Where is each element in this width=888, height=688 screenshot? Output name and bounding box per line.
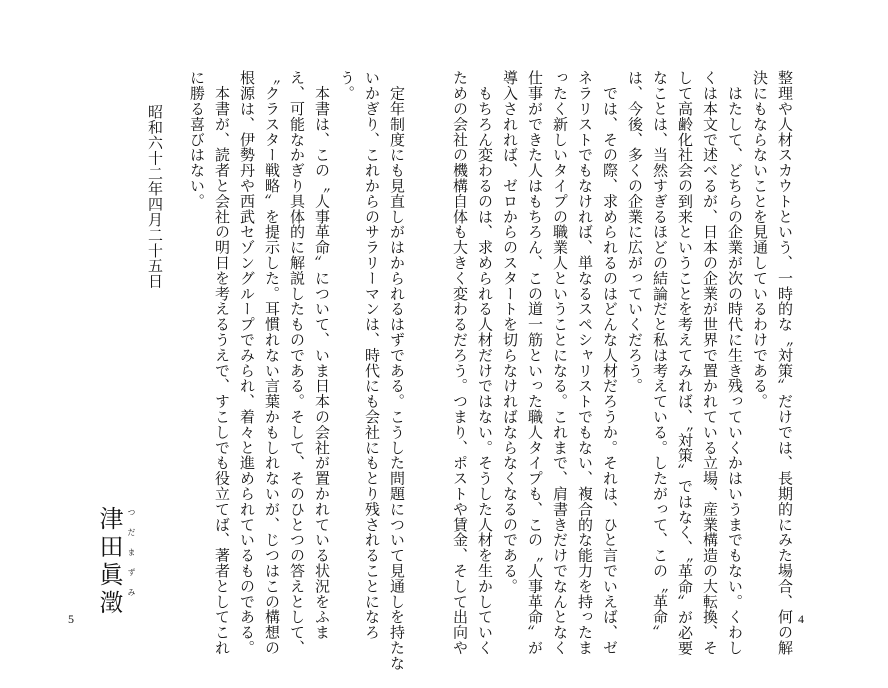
body-text-line: ための会社の機構自体も大きく変わるだろう。つまり、ポストや賃金、そして出向や	[451, 70, 469, 656]
body-text-line: 仕事ができた人はもちろん、この道一筋といった職人タイプも、この〝人事革命〟が	[526, 70, 544, 656]
body-text-line: いかぎり、これからのサラリーマンは、時代にも会社にもとり残されることになろ	[363, 70, 381, 640]
body-text-line: は、今後、多くの企業に広がっていくだろう。	[626, 70, 644, 394]
body-text-line: なことは、当然すぎるほどの結論だと私は考えている。したがって、この〝革命〟	[651, 70, 669, 640]
author-furigana: つだまずみ	[127, 508, 136, 608]
page-number-left: 5	[68, 612, 74, 626]
author-name: 津田眞澂	[95, 506, 123, 618]
body-text-line: 本書が、読者と会社の明日を考えるうえで、すこしでも役立てば、著者としてこれ	[213, 70, 231, 656]
body-text-line: 本書は、この〝人事革命〟について、いま日本の会社が置かれている状況をふま	[313, 70, 331, 640]
page-number-right: 4	[798, 612, 804, 626]
date-line: 昭和六十二年四月二十五日	[146, 104, 164, 289]
body-text-line: ったく新しいタイプの職業人ということになる。これまで、肩書きだけでなんとなく	[551, 70, 569, 656]
body-text-line: して高齢化社会の到来ということを考えてみれば、〝対策〟ではなく、〝革命〟が必要	[676, 70, 694, 656]
body-text-line: もちろん変わるのは、求められる人材だけではない。そうした人材を生かしていく	[476, 70, 494, 656]
body-text-line: ネラリストでもなければ、単なるスペシャリストでもない、複合的な能力を持ったま	[576, 70, 594, 656]
body-text-line: う。	[338, 70, 356, 101]
body-text-line: はたして、どちらの企業が次の時代に生き残っていくかはいうまでもない。くわし	[726, 70, 744, 656]
body-text-line: では、その際、求められるのはどんな人材だろうか。それは、ひと言でいえば、ゼ	[601, 70, 619, 656]
body-text-line: 導入されれば、ゼロからのスタートを切らなければならなくなるのである。	[501, 70, 519, 594]
body-text-line: くは本文で述べるが、日本の企業が世界で置かれている立場、産業構造の大転換、そ	[701, 70, 719, 656]
body-text-line: 整理や人材スカウトという、一時的な〝対策〟だけでは、長期的にみた場合、何の解	[776, 70, 794, 656]
body-text-line: 決にもならないことを見通しているわけである。	[751, 70, 769, 409]
body-text-line: 根源は、伊勢丹や西武セゾングループでみられ、着々と進められているものである。	[238, 70, 256, 656]
body-text-line: え、可能なかぎり具体的に解説したものである。そして、そのひとつの答えとして、	[288, 70, 306, 656]
gutter	[443, 60, 444, 620]
body-text-line: に勝る喜びはない。	[188, 70, 206, 209]
body-text-line: 〝クラスター戦略〟を提示した。耳慣れない言葉かもしれないが、じつはこの構想の	[263, 70, 281, 656]
body-text-line: 定年制度にも見直しがはかられるはずである。こうした問題について見通しを持たな	[388, 70, 406, 671]
